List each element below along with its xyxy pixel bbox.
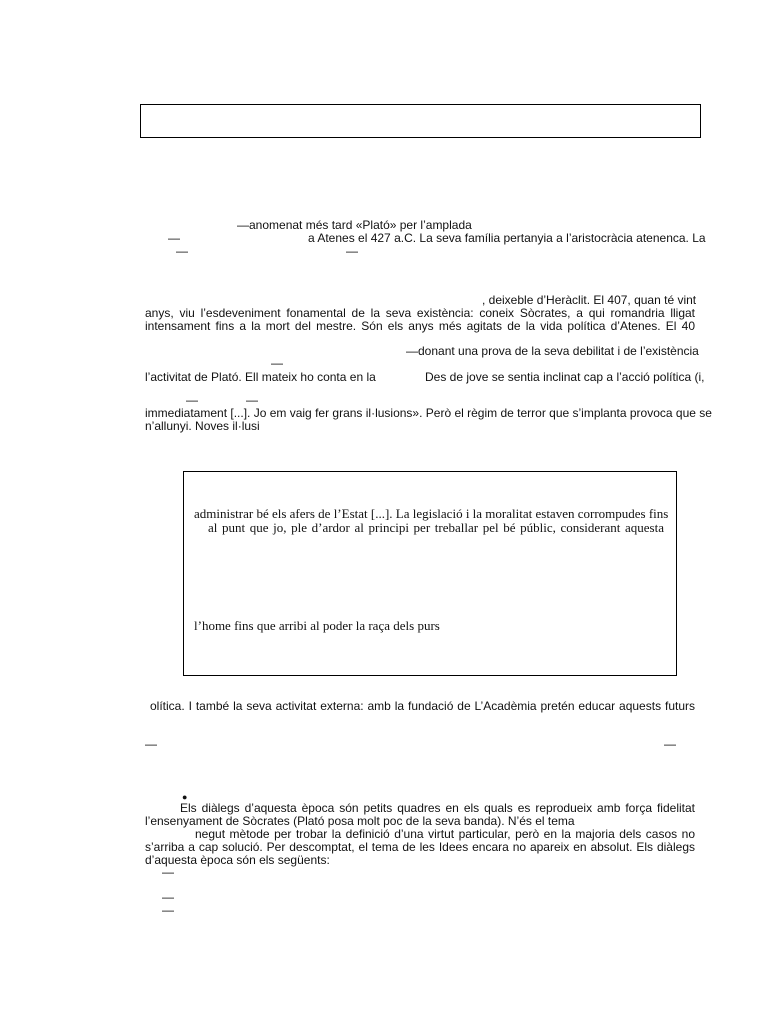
section-line-1: Els diàlegs d’aquesta època són petits quadres en els quals es reprodueix amb força fidelitat [180, 801, 695, 815]
para1-line-1: , deixeble d’Heràclit. El 407, quan té vint [482, 293, 697, 307]
quote-line-3: l’home fins que arribi al poder la raça dels purs [194, 618, 440, 633]
intro-line-2: a Atenes el 427 a.C. La seva família pertanyia a l’aristocràcia atenenca. La [308, 231, 706, 245]
bullet-icon: ● [182, 792, 188, 802]
para2-dash-b: — [246, 393, 258, 407]
section-line-2: l’ensenyament de Sòcrates (Plató posa molt poc de la seva banda). N’és el tema [145, 814, 575, 828]
intro-dash-a: — [168, 231, 180, 245]
intro-line-1: —anomenat més tard «Plató» per l’amplada [237, 218, 472, 232]
section-line-5: d’aquesta època són els següents: [145, 853, 330, 867]
para2-line-1: —donant una prova de la seva debilitat i de l’existència [406, 344, 699, 358]
para2-line-3: immediatament [...]. Jo em vaig fer grans il·lusions». Però el règim de terror que s’implanta provoca que se [145, 406, 712, 420]
para2-dash-a: — [186, 393, 198, 407]
title-box [140, 104, 701, 138]
para1-line-3: intensament fins a la mort del mestre. Són els anys més agitats de la vida política d’Atenes. El 40 [145, 319, 695, 333]
quote-line-2: al punt que jo, ple d’ardor al principi per treballar pel bé públic, considerant aquesta [208, 520, 664, 535]
quote-line-1: administrar bé els afers de l’Estat [...]. La legislació i la moralitat estaven corrompudes fins [194, 506, 669, 521]
quote-box [183, 471, 677, 676]
para2-line-2b: Des de jove se sentia inclinat cap a l’acció política (i, [425, 370, 705, 384]
para1-line-2: anys, viu l’esdeveniment fonamental de la seva existència: coneix Sòcrates, a qui romandria lligat [145, 306, 695, 320]
intro-dash-b: — [176, 244, 188, 258]
para3-dash-right: — [664, 737, 676, 751]
list-dash: — [162, 865, 174, 879]
para2-dash: — [271, 356, 283, 370]
list-dash: — [162, 890, 174, 904]
list-dash: — [162, 903, 174, 917]
para3-dash-left: — [145, 737, 157, 751]
section-line-3: negut mètode per trobar la definició d’una virtut particular, però en la majoria dels casos no [195, 827, 695, 841]
intro-dash-c: — [346, 244, 358, 258]
para3-line-1: olítica. I també la seva activitat externa: amb la fundació de L’Acadèmia pretén educar aquests futurs [150, 699, 695, 713]
para2-line-4: n’allunyi. Noves il·lusi [145, 419, 260, 433]
section-line-4: s’arriba a cap solució. Per descomptat, el tema de les Idees encara no apareix en absolut. Els diàlegs [145, 840, 695, 854]
para2-line-2a: l’activitat de Plató. Ell mateix ho conta en la [145, 370, 376, 384]
